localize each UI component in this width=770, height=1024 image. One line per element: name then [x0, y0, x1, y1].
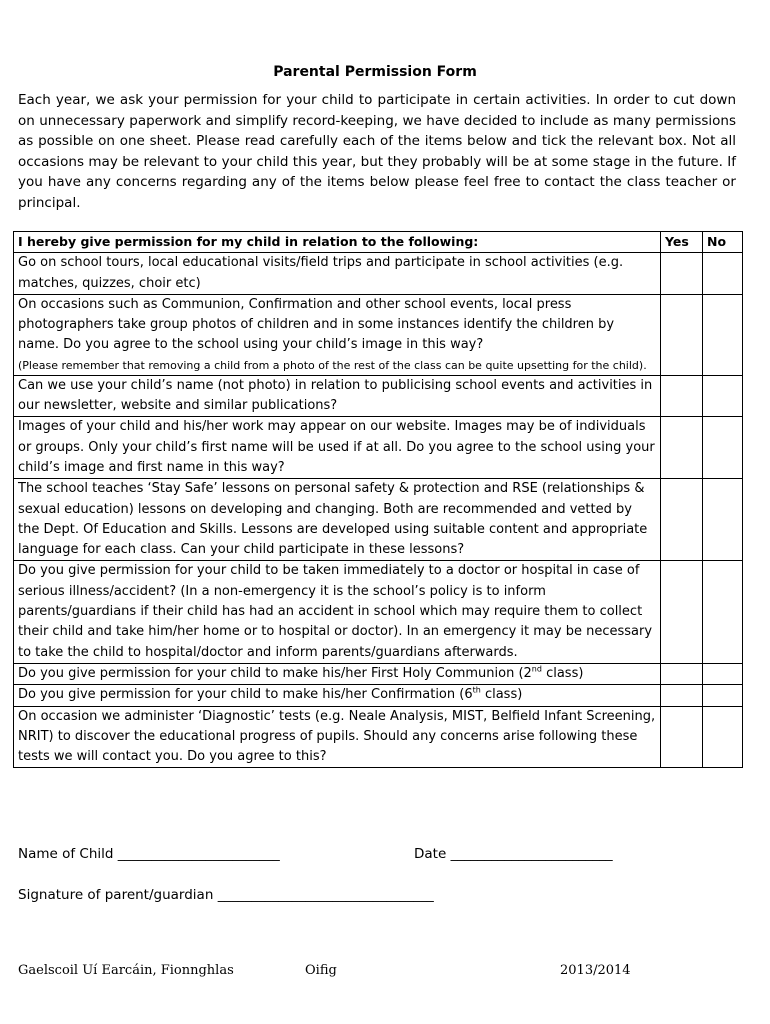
table-row [14, 417, 743, 479]
signature-field[interactable] [18, 887, 434, 903]
no-checkbox[interactable] [703, 479, 743, 561]
permission-cell [14, 663, 661, 684]
permission-text: On occasion we administer ‘Diagnostic’ tests (e.g. Neale Analysis, MIST, Belfield Infant Screening, NRIT) to discover the educational progress of pupils. Should any concerns arise following these tests we will contact you. Do you agree to this? [14, 706, 661, 768]
child-name-line[interactable]: ________________________ [117, 846, 280, 862]
yes-checkbox[interactable] [661, 663, 703, 684]
no-checkbox[interactable] [703, 663, 743, 684]
permission-note: (Please remember that removing a child from a photo of the rest of the class can be quite upsetting for the child). [18, 358, 647, 372]
no-checkbox[interactable] [703, 253, 743, 295]
form-title: Parental Permission Form [273, 64, 477, 80]
table-row [14, 253, 743, 295]
yes-checkbox[interactable] [661, 253, 703, 295]
intro-paragraph: Each year, we ask your permission for your child to participate in certain activities. In order to cut down on unnecessary paperwork and simplify record-keeping, we have decided to include as many permissions as possible on one sheet. Please read carefully each of the items below and tick the relevant box. Not all occasions may be relevant to your child this year, but they probably will be at some stage in the future. If you have any concerns regarding any of the items below please feel free to contact the class teacher or principal. [18, 92, 736, 211]
permission-text: Do you give permission for your child to make his/her First Holy Communion (2 [18, 665, 532, 681]
no-checkbox[interactable] [703, 706, 743, 768]
permission-cell [14, 294, 661, 375]
date-line[interactable]: ________________________ [450, 846, 613, 862]
permission-table [13, 231, 743, 768]
yes-checkbox[interactable] [661, 561, 703, 663]
permission-text: Do you give permission for your child to be taken immediately to a doctor or hospital in case of serious illness/accident? (In a non-emergency it is the school’s policy is to inform parents/guardians if their child has had an accident in school which may require them to collect their child and take him/her home or to hospital or doctor). In an emergency it may be necessary to take the child to hospital/doctor and inform parents/guardians afterwards. [14, 561, 661, 663]
no-checkbox[interactable] [703, 294, 743, 375]
date-label: Date [414, 846, 447, 862]
yes-checkbox[interactable] [661, 706, 703, 768]
yes-checkbox[interactable] [661, 294, 703, 375]
table-row [14, 375, 743, 417]
ordinal-suffix: nd [531, 664, 542, 674]
yes-checkbox[interactable] [661, 685, 703, 706]
date-field[interactable] [414, 846, 613, 862]
no-checkbox[interactable] [703, 561, 743, 663]
no-checkbox[interactable] [703, 417, 743, 479]
permission-text: Go on school tours, local educational visits/field trips and participate in school activities (e.g. matches, quizzes, choir etc) [14, 253, 661, 295]
permission-text-end: class) [541, 665, 584, 681]
table-row [14, 706, 743, 768]
yes-checkbox[interactable] [661, 479, 703, 561]
permission-text: Images of your child and his/her work may appear on our website. Images may be of individuals or groups. Only your child’s first name will be used if at all. Do you agree to the school using your child’s image and first name in this way? [14, 417, 661, 479]
permission-text-end: class) [480, 687, 523, 703]
permission-text: Do you give permission for your child to make his/her Confirmation (6 [18, 687, 473, 703]
footer-year: 2013/2014 [560, 963, 631, 978]
no-checkbox[interactable] [703, 685, 743, 706]
table-row [14, 479, 743, 561]
table-row [14, 663, 743, 684]
signature-line[interactable]: ________________________________ [217, 887, 434, 903]
table-row [14, 685, 743, 706]
yes-checkbox[interactable] [661, 417, 703, 479]
permission-cell [14, 685, 661, 706]
table-header: I hereby give permission for my child in relation to the following: [14, 232, 661, 253]
no-checkbox[interactable] [703, 375, 743, 417]
permission-text: On occasions such as Communion, Confirmation and other school events, local press photographers take group photos of children and in some instances identify the children by name. Do you agree to the school using your child’s image in this way? [18, 296, 615, 353]
no-column-header: No [703, 232, 743, 253]
table-row [14, 561, 743, 663]
permission-text: The school teaches ‘Stay Safe’ lessons on personal safety & protection and RSE (relationships & sexual education) lessons on developing and changing. Both are recommended and vetted by the Dept. Of Education and Skills. Lessons are developed using suitable content and appropriate language for each class. Can your child participate in these lessons? [14, 479, 661, 561]
table-header-row [14, 232, 743, 253]
child-name-field[interactable] [18, 846, 280, 862]
yes-column-header: Yes [661, 232, 703, 253]
table-row [14, 294, 743, 375]
footer-office: Oifig [305, 963, 337, 978]
yes-checkbox[interactable] [661, 375, 703, 417]
child-name-label: Name of Child [18, 846, 114, 862]
ordinal-suffix: th [472, 685, 481, 695]
signature-label: Signature of parent/guardian [18, 887, 214, 903]
footer-school: Gaelscoil Uí Earcáin, Fionnghlas [18, 963, 234, 978]
permission-text: Can we use your child’s name (not photo) in relation to publicising school events and activities in our newsletter, website and similar publications? [14, 375, 661, 417]
